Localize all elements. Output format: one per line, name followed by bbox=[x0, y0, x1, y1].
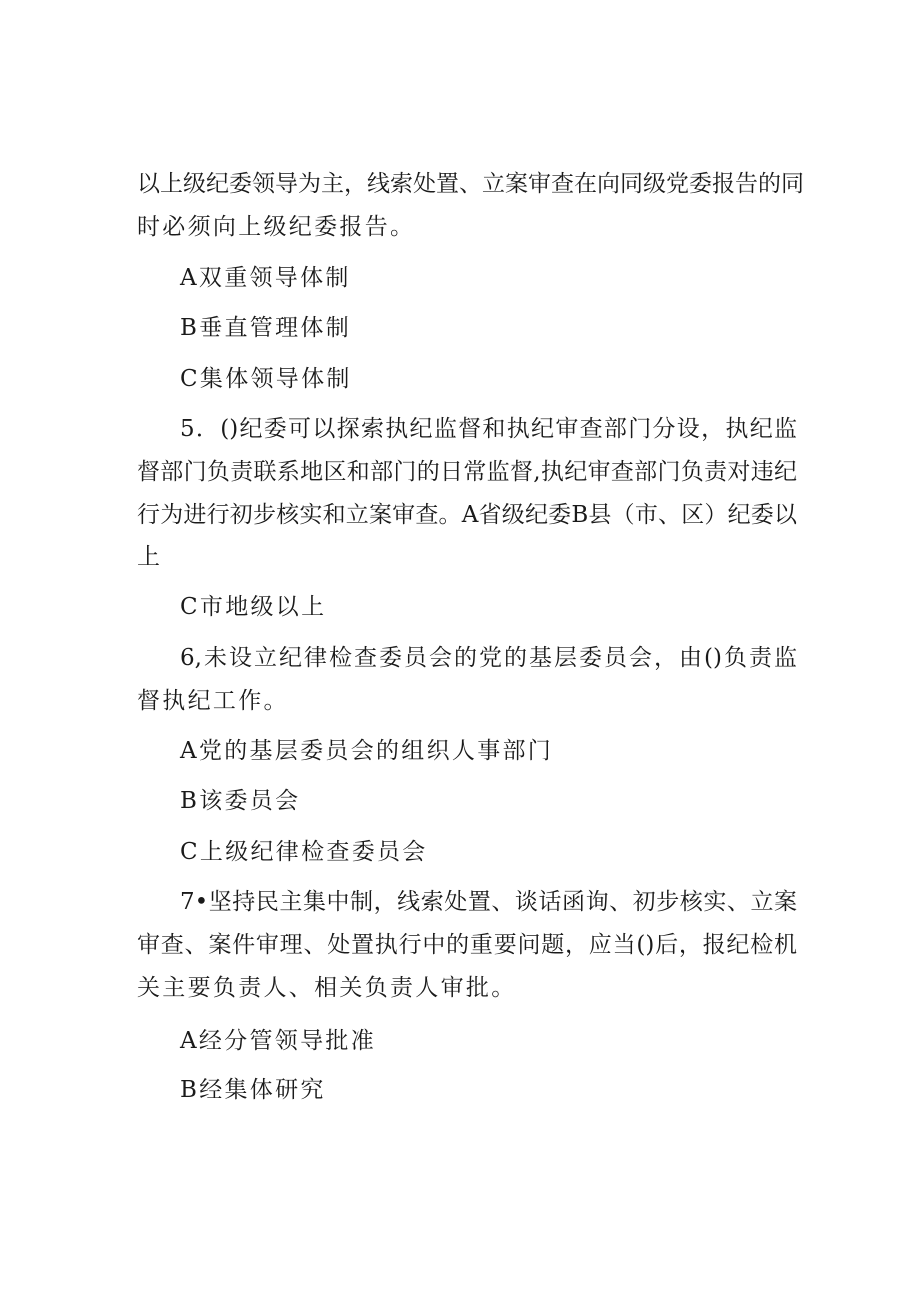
option-a-q4: A双重领导体制 bbox=[180, 265, 351, 291]
option-b-q6: B该委员会 bbox=[180, 788, 301, 814]
question-6-line: 督执纪工作。 bbox=[137, 688, 289, 714]
option-a-q7: A经分管领导批准 bbox=[180, 1028, 377, 1054]
paragraph-line: 时必须向上级纪委报告。 bbox=[137, 214, 416, 240]
option-b-q7: B经集体研究 bbox=[180, 1077, 326, 1103]
question-5-line: 行为进行初步核实和立案审查。A省级纪委B县（市、区）纪委以 bbox=[137, 502, 797, 528]
question-7-line: 7•坚持民主集中制，线索处置、谈话函询、初步核实、立案 bbox=[180, 889, 797, 915]
question-5-line: 督部门负责联系地区和部门的日常监督,执纪审查部门负责对违纪 bbox=[137, 459, 797, 485]
option-b-q4: B垂直管理体制 bbox=[180, 315, 352, 341]
paragraph-line: 以上级纪委领导为主，线索处置、立案审查在向同级党委报告的同 bbox=[137, 171, 804, 197]
option-c-q6: C上级纪律检查委员会 bbox=[180, 839, 428, 865]
option-c-q4: C集体领导体制 bbox=[180, 366, 352, 392]
question-5-line: 上 bbox=[137, 544, 163, 570]
option-c-q5: C市地级以上 bbox=[180, 594, 327, 620]
question-7-line: 审查、案件审理、处置执行中的重要问题，应当()后，报纪检机 bbox=[137, 932, 797, 958]
question-5-line: 5．()纪委可以探索执纪监督和执纪审查部门分设，执纪监 bbox=[180, 416, 797, 442]
question-6-line: 6,未设立纪律检查委员会的党的基层委员会，由()负责监 bbox=[180, 645, 797, 671]
option-a-q6: A党的基层委员会的组织人事部门 bbox=[180, 738, 554, 764]
question-7-line: 关主要负责人、相关负责人审批。 bbox=[137, 975, 517, 1001]
